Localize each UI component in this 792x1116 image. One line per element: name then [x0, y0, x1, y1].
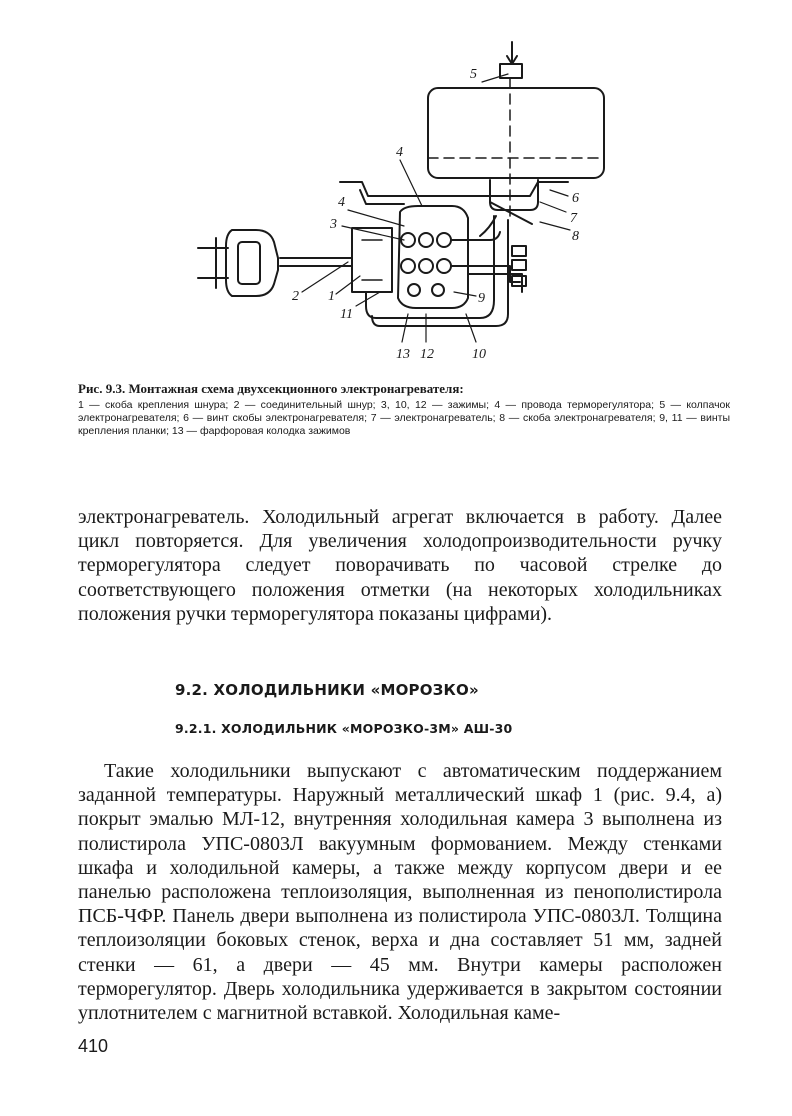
page-number: 410	[78, 1036, 109, 1056]
subsection-heading: 9.2.1. ХОЛОДИЛЬНИК «МОРОЗКО-3М» АШ-30	[175, 721, 513, 736]
label-10: 10	[472, 347, 486, 362]
caption-title: Рис. 9.3. Монтажная схема двухсекционного электронагревателя:	[78, 381, 464, 396]
label-12: 12	[420, 347, 434, 362]
label-8: 8	[572, 229, 579, 244]
label-13: 13	[396, 347, 410, 362]
figure-caption	[78, 381, 730, 438]
label-4-top: 4	[396, 145, 403, 160]
paragraph-continued: электронагреватель. Холодильный агрегат включается в работу. Далее цикл повторяется. Для увеличения холодопроизводительности ручку терморегулятора следует поворачивать по часовой стрелке до соответствующего положения отметки (на некоторых холодильниках положения ручки терморегулятора показаны цифрами).	[78, 506, 722, 625]
label-9: 9	[478, 291, 485, 306]
section-heading: 9.2. ХОЛОДИЛЬНИКИ «МОРОЗКО»	[175, 681, 479, 699]
wiring-diagram	[190, 30, 630, 370]
caption-legend: 1 — скоба крепления шнура; 2 — соединительный шнур; 3, 10, 12 — зажимы; 4 — провода терморегулятора; 5 — колпачок электронагревателя; 6 — винт скобы электронагревателя; 7 — электронагреватель; 8 — скоба электронагревателя; 9, 11 — винты крепления планки; 13 — фарфоровая колодка зажимов	[78, 399, 730, 437]
label-11: 11	[340, 307, 353, 322]
label-7: 7	[570, 211, 577, 226]
mounting-bracket	[340, 182, 568, 196]
label-4-left: 4	[338, 195, 345, 210]
paragraph-body: Такие холодильники выпускают с автоматическим поддержанием заданной температуры. Наружный металлический шкаф 1 (рис. 9.4, а) покрыт эмалью МЛ-12, внутренняя холодильная камера 3 выполнена из полистирола УПС-0803Л вакуумным формованием. Между стенками шкафа и холодильной камеры, а также между корпусом двери и ее панелью расположена теплоизоляция, выполненная из пенополистирола ПСБ-ЧФР. Панель двери выполнена из полистирола УПС-0803Л. Толщина теплоизоляции боковых стенок, верха и дна составляет 51 мм, задней стенки — 61, а двери — 45 мм. Внутри камеры расположен терморегулятор. Дверь холодильника удерживается в закрытом состоянии уплотнителем с магнитной вставкой. Холодильная каме-	[78, 760, 722, 1025]
label-6: 6	[572, 191, 579, 206]
power-plug	[226, 230, 278, 296]
label-1: 1	[328, 289, 335, 304]
label-3: 3	[330, 217, 337, 232]
label-5: 5	[470, 67, 477, 82]
thermostat-wire	[452, 232, 500, 240]
wiring-diagram-figure	[190, 30, 630, 370]
label-2: 2	[292, 289, 299, 304]
heater-housing	[428, 88, 604, 178]
cord-bracket	[352, 228, 392, 292]
